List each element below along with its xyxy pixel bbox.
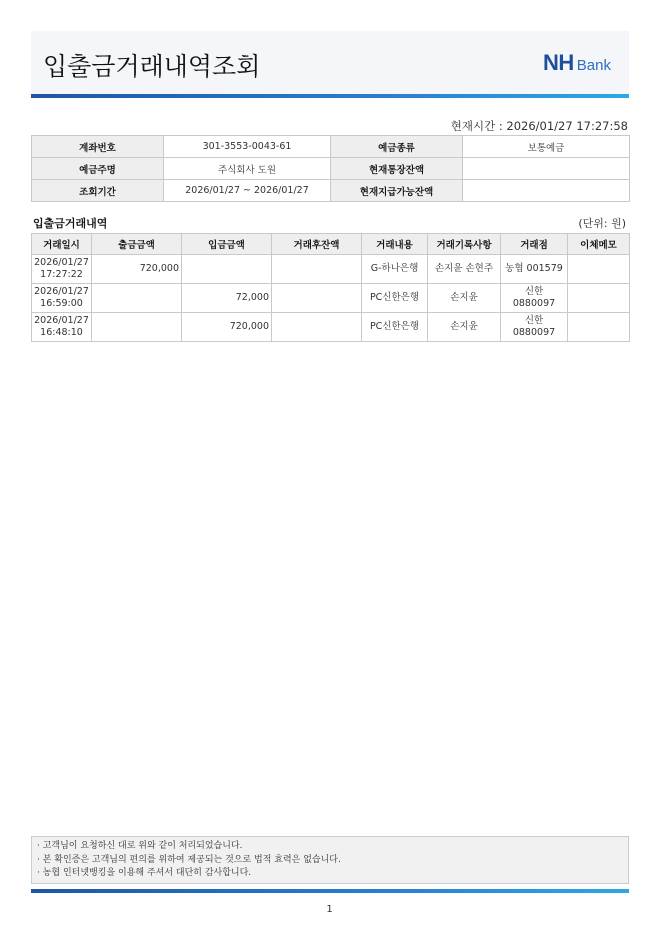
cell-branch-line2: 0880097 bbox=[512, 298, 556, 309]
cell-branch bbox=[501, 255, 568, 284]
header-divider bbox=[31, 94, 629, 98]
cell-memo bbox=[568, 313, 630, 342]
cell-date: 2026/01/27 bbox=[34, 257, 89, 268]
cell-record: 손지윤 bbox=[428, 313, 501, 342]
cell-branch-line1: 신한 bbox=[524, 315, 544, 326]
cell-withdrawal bbox=[92, 313, 182, 342]
transactions-table bbox=[31, 233, 630, 342]
passbook-balance-value bbox=[463, 158, 630, 180]
owner-label: 예금주명 bbox=[32, 158, 164, 180]
table-row bbox=[32, 255, 630, 284]
col-header-record: 거래기록사항 bbox=[428, 234, 501, 255]
cell-branch bbox=[501, 313, 568, 342]
col-header-balance: 거래후잔액 bbox=[272, 234, 362, 255]
col-header-branch: 거래점 bbox=[501, 234, 568, 255]
cell-branch-line2: 0880097 bbox=[512, 327, 556, 338]
cell-time: 17:27:22 bbox=[40, 269, 83, 280]
period-label: 조회기간 bbox=[32, 180, 164, 202]
page-number: 1 bbox=[326, 904, 333, 915]
col-header-withdrawal: 출금금액 bbox=[92, 234, 182, 255]
unit-label: (단위: 원) bbox=[578, 217, 626, 230]
cell-branch-line1: 농협 001579 bbox=[505, 263, 563, 274]
account-no-value: 301-3553-0043-61 bbox=[164, 136, 331, 158]
cell-content: PC신한은행 bbox=[362, 284, 428, 313]
logo-nh-text: NH bbox=[543, 50, 574, 75]
cell-datetime bbox=[32, 313, 92, 342]
document-title: 입출금거래내역조회 bbox=[43, 52, 261, 81]
cell-time: 16:48:10 bbox=[40, 327, 83, 338]
footer-divider bbox=[31, 889, 629, 893]
cell-date: 2026/01/27 bbox=[34, 315, 89, 326]
cell-withdrawal bbox=[92, 284, 182, 313]
cell-datetime bbox=[32, 284, 92, 313]
cell-deposit: 720,000 bbox=[182, 313, 272, 342]
cell-balance bbox=[272, 313, 362, 342]
cell-balance bbox=[272, 284, 362, 313]
available-balance-label: 현재지급가능잔액 bbox=[331, 180, 463, 202]
cell-content: PC신한은행 bbox=[362, 313, 428, 342]
deposit-type-value: 보통예금 bbox=[463, 136, 630, 158]
cell-branch bbox=[501, 284, 568, 313]
col-header-memo: 이체메모 bbox=[568, 234, 630, 255]
cell-branch-line1: 신한 bbox=[524, 286, 544, 297]
deposit-type-label: 예금종류 bbox=[331, 136, 463, 158]
cell-deposit bbox=[182, 255, 272, 284]
nh-bank-logo bbox=[543, 50, 611, 76]
cell-memo bbox=[568, 255, 630, 284]
cell-balance bbox=[272, 255, 362, 284]
col-header-deposit: 입금금액 bbox=[182, 234, 272, 255]
notice-box bbox=[31, 836, 629, 884]
notice-line: · 농협 인터넷뱅킹을 이용해 주셔서 대단히 감사합니다. bbox=[37, 868, 252, 878]
account-no-label: 계좌번호 bbox=[32, 136, 164, 158]
cell-withdrawal: 720,000 bbox=[92, 255, 182, 284]
info-row bbox=[32, 180, 630, 202]
cell-deposit: 72,000 bbox=[182, 284, 272, 313]
col-header-date: 거래일시 bbox=[32, 234, 92, 255]
cell-datetime bbox=[32, 255, 92, 284]
table-header-row bbox=[32, 234, 630, 255]
cell-record: 손지윤 손현주 bbox=[428, 255, 501, 284]
period-value: 2026/01/27 ~ 2026/01/27 bbox=[164, 180, 331, 202]
available-balance-value bbox=[463, 180, 630, 202]
cell-content: G-하나은행 bbox=[362, 255, 428, 284]
notice-line: · 고객님이 요청하신 대로 위와 같이 처리되었습니다. bbox=[37, 841, 243, 851]
cell-record: 손지윤 bbox=[428, 284, 501, 313]
current-time: 현재시간 : 2026/01/27 17:27:58 bbox=[450, 119, 628, 133]
notice-line: · 본 확인증은 고객님의 편의를 위하여 제공되는 것으로 법적 효력은 없습니다. bbox=[37, 854, 341, 865]
col-header-content: 거래내용 bbox=[362, 234, 428, 255]
transactions-title: 입출금거래내역 bbox=[33, 217, 108, 230]
table-row bbox=[32, 313, 630, 342]
info-row bbox=[32, 136, 630, 158]
cell-date: 2026/01/27 bbox=[34, 286, 89, 297]
info-row bbox=[32, 158, 630, 180]
logo-bank-text: Bank bbox=[576, 57, 611, 74]
owner-value: 주식회사 도원 bbox=[164, 158, 331, 180]
passbook-balance-label: 현재통장잔액 bbox=[331, 158, 463, 180]
account-info-table bbox=[31, 135, 630, 202]
cell-time: 16:59:00 bbox=[40, 298, 83, 309]
table-row bbox=[32, 284, 630, 313]
document-header bbox=[31, 31, 629, 94]
cell-memo bbox=[568, 284, 630, 313]
